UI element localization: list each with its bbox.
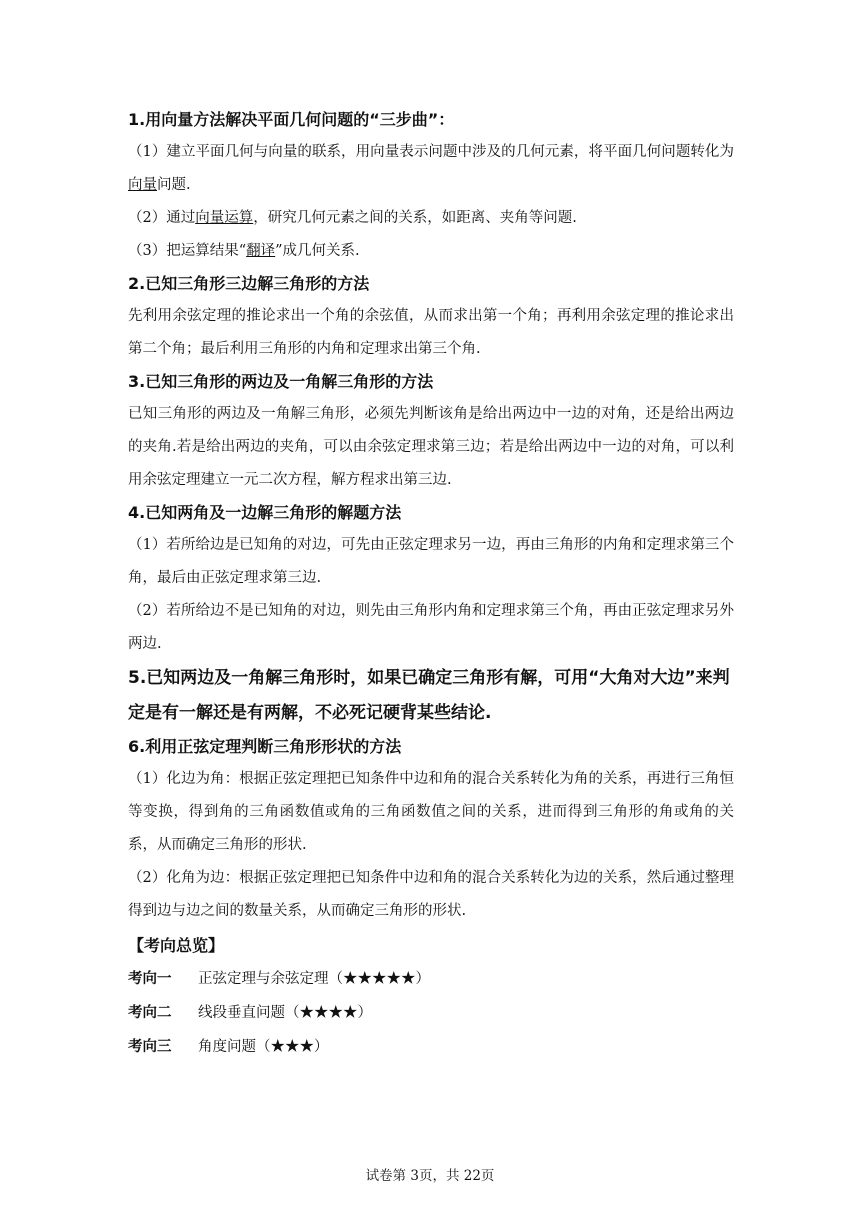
overview-item-text: 角度问题（★★★） [198,1039,329,1055]
document-body [128,104,734,1064]
section-2-title: 2.已知三角形三边解三角形的方法 [128,274,370,293]
overview-title: 【考向总览】 [128,936,225,955]
section-4-case-2: （2）若所给边不是已知角的对边，则先由三角形内角和定理求第三个角，再由正弦定理求另外两边. [128,603,734,652]
overview-item-text: 线段垂直问题（★★★★） [198,1005,372,1021]
overview-item [128,996,734,1030]
section-4-title: 4.已知两角及一边解三角形的解题方法 [128,503,402,522]
section-6-case-2: （2）化角为边：根据正弦定理把已知条件中边和角的混合关系转化为边的关系，然后通过整理得到边与边之间的数量关系，从而确定三角形的形状. [128,870,734,919]
section-1-step-3: （3）把运算结果“翻译”成几何关系. [128,243,360,259]
overview-item-label: 考向二 [128,1005,172,1021]
section-6-case-1: （1）化边为角：根据正弦定理把已知条件中边和角的混合关系转化为角的关系，再进行三角恒等变换，得到角的三角函数值或角的三角函数值之间的关系，进而得到三角形的角或角的关系，从而确定三角形的形状. [128,771,734,853]
overview-item-label: 考向三 [128,1039,172,1055]
underlined-term: 向量运算 [195,210,254,226]
section-5-title: 5.已知两边及一角解三角形时，如果已确定三角形有解，可用“大角对大边”来判定是有一解还是有两解，不必死记硬背某些结论. [128,668,730,723]
section-6-title: 6.利用正弦定理判断三角形形状的方法 [128,737,402,756]
section-1-step-1: （1）建立平面几何与向量的联系，用向量表示问题中涉及的几何元素，将平面几何问题转化为向量问题. [128,144,734,193]
overview-item [128,1030,734,1064]
section-3-text: 已知三角形的两边及一角解三角形，必须先判断该角是给出两边中一边的对角，还是给出两边的夹角.若是给出两边的夹角，可以由余弦定理求第三边；若是给出两边中一边的对角，可以利用余弦定理建立一元二次方程，解方程求出第三边. [128,406,734,488]
overview-item-label: 考向一 [128,971,172,987]
section-4-case-1: （1）若所给边是已知角的对边，可先由正弦定理求另一边，再由三角形的内角和定理求第三个角，最后由正弦定理求第三边. [128,537,734,586]
section-2-text: 先利用余弦定理的推论求出一个角的余弦值，从而求出第一个角；再利用余弦定理的推论求出第二个角；最后利用三角形的内角和定理求出第三个角. [128,308,734,357]
overview-item-text: 正弦定理与余弦定理（★★★★★） [198,971,430,987]
underlined-term: 向量 [128,177,157,193]
section-1-step-2: （2）通过向量运算，研究几何元素之间的关系，如距离、夹角等问题. [128,210,577,226]
overview-item [128,962,734,996]
underlined-term: 翻译 [246,243,276,259]
section-1-title: 1.用向量方法解决平面几何问题的“三步曲”： [128,110,455,129]
section-3-title: 3.已知三角形的两边及一角解三角形的方法 [128,372,434,391]
page-footer: 试卷第 3页，共 22页 [365,1168,495,1184]
